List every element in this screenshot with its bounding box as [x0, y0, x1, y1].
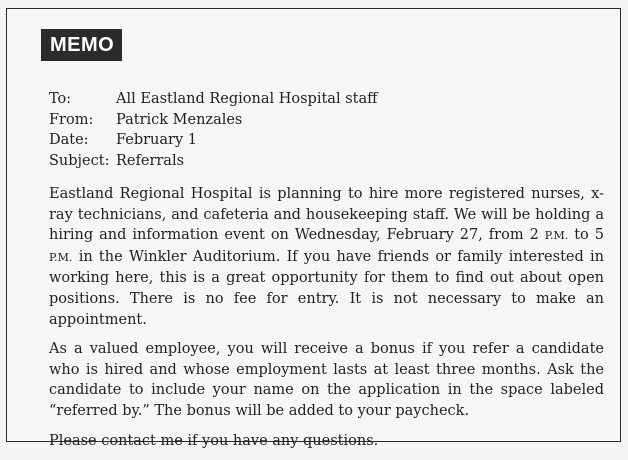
pm-label-1: P.M.	[544, 229, 569, 243]
paragraph-hiring-event	[49, 184, 604, 330]
from-row	[49, 110, 377, 131]
paragraph-1-part-3: in the Winkler Auditorium. If you have friends or family interested in working here, this is a great opportunity for them to find out about open positions. There is no fee for entry. It is not necessary to make an appointment.	[49, 248, 604, 328]
paragraph-referral-bonus: As a valued employee, you will receive a bonus if you refer a candidate who is hired and whose employment lasts at least three months. Ask the candidate to include your name on the application in the space labeled “referred by.” The bonus will be added to your paycheck.	[49, 341, 604, 419]
paragraph-1-part-1: Eastland Regional Hospital is planning to hire more registered nurses, x-ray technicians, and cafeteria and housekeeping staff. We will be holding a hiring and information event on Wednesday, February 27, from 2	[49, 186, 604, 244]
subject-label: Subject:	[49, 152, 110, 169]
paragraph-contact: Please contact me if you have any questions.	[49, 432, 379, 449]
date-label: Date:	[49, 132, 89, 148]
to-label: To:	[49, 91, 72, 107]
to-row	[49, 89, 377, 110]
memo-body	[49, 184, 604, 460]
memo-badge: MEMO	[41, 29, 122, 61]
memo-document	[6, 8, 621, 449]
subject-row	[49, 151, 377, 172]
date-row	[49, 130, 377, 151]
to-value: All Eastland Regional Hospital staff	[116, 91, 378, 107]
paragraph-1-part-2: to 5	[568, 227, 604, 244]
subject-value: Referrals	[116, 152, 185, 169]
memo-header	[49, 89, 377, 171]
from-value: Patrick Menzales	[116, 111, 243, 128]
from-label: From:	[49, 111, 94, 128]
pm-label-2: P.M.	[49, 250, 73, 264]
date-value: February 1	[116, 132, 198, 148]
